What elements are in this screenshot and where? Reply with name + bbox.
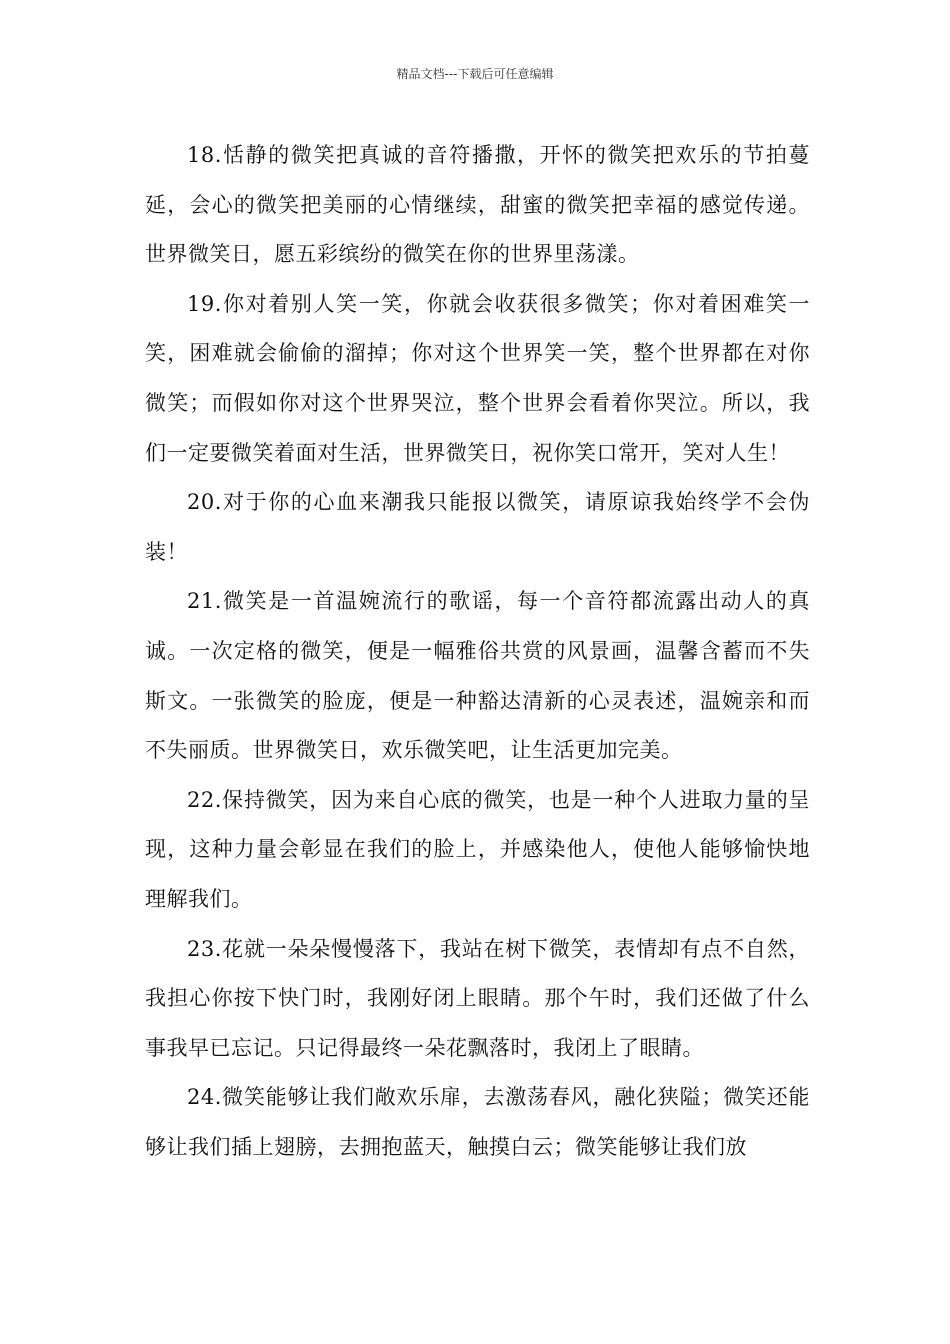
paragraph-20: 20.对于你的心血来潮我只能报以微笑，请原谅我始终学不会伪装！ — [145, 490, 810, 564]
paragraph-23: 23.花就一朵朵慢慢落下，我站在树下微笑，表情却有点不自然，我担心你按下快门时，我刚好闭上眼睛。那个午时，我们还做了什么事我早已忘记。只记得最终一朵花飘落时，我闭上了眼睛。 — [145, 936, 810, 1060]
paragraph-24: 24.微笑能够让我们敞欢乐扉，去激荡春风，融化狭隘；微笑还能够让我们插上翅膀，去拥抱蓝天，触摸白云；微笑能够让我们放 — [145, 1085, 810, 1159]
paragraph-21: 21.微笑是一首温婉流行的歌谣，每一个音符都流露出动人的真诚。一次定格的微笑，便是一幅雅俗共赏的风景画，温馨含蓄而不失斯文。一张微笑的脸庞，便是一种豁达清新的心灵表述，温婉亲和而不失丽质。世界微笑日，欢乐微笑吧，让生活更加完美。 — [145, 589, 810, 763]
paragraph-22: 22.保持微笑，因为来自心底的微笑，也是一种个人进取力量的呈现，这种力量会彰显在我们的脸上，并感染他人，使他人能够愉快地理解我们。 — [145, 787, 810, 911]
page-header: 精品文档---下载后可任意编辑 — [396, 67, 554, 81]
paragraph-18: 18.恬静的微笑把真诚的音符播撒，开怀的微笑把欢乐的节拍蔓延，会心的微笑把美丽的心情继续，甜蜜的微笑把幸福的感觉传递。世界微笑日，愿五彩缤纷的微笑在你的世界里荡漾。 — [145, 143, 810, 267]
document-body — [145, 131, 810, 1172]
paragraph-19: 19.你对着别人笑一笑，你就会收获很多微笑；你对着困难笑一笑，困难就会偷偷的溜掉；你对这个世界笑一笑，整个世界都在对你微笑；而假如你对这个世界哭泣，整个世界会看着你哭泣。所以，我们一定要微笑着面对生活，世界微笑日，祝你笑口常开，笑对人生！ — [145, 291, 810, 465]
